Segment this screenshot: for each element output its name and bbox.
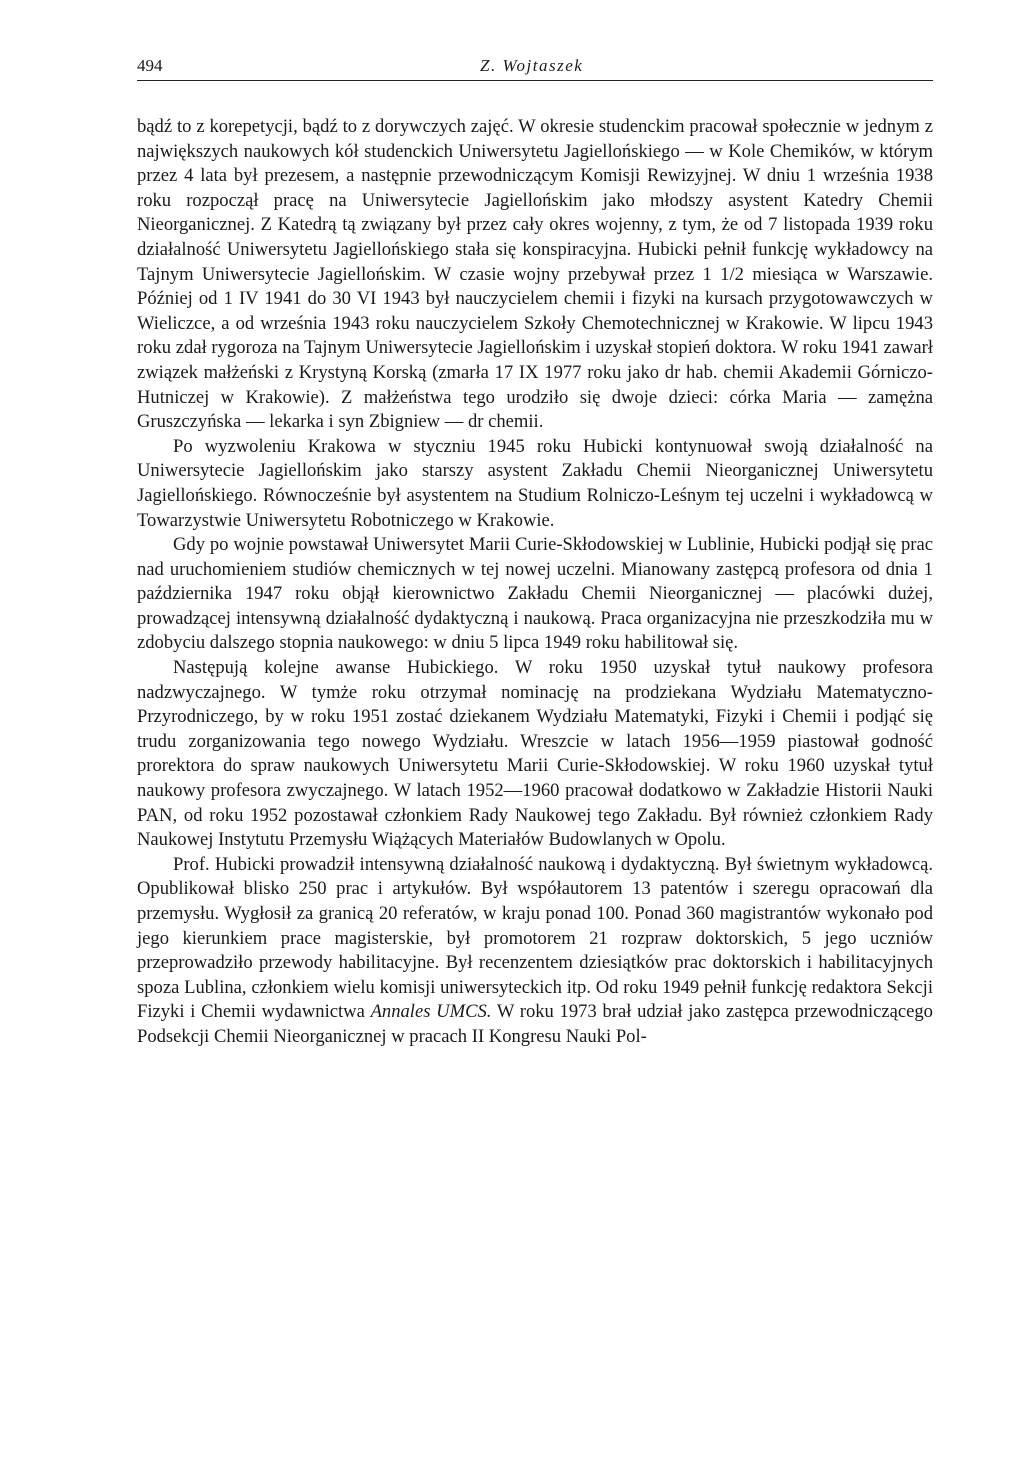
page-number: 494 — [137, 56, 163, 75]
paragraph-2: Po wyzwoleniu Krakowa w styczniu 1945 roku Hubicki kontynuował swoją działalność na Uniwersytecie Jagiellońskim jako starszy asystent Zakładu Chemii Nieorganicznej Uniwersytetu Jagiellońskiego. Równocześnie był asystentem na Studium Rolniczo-Leśnym tej uczelni i wykładowcą w Towarzystwie Uniwersytetu Robotniczego w Krakowie. — [137, 435, 933, 531]
page-header — [137, 56, 933, 86]
body-text — [137, 115, 933, 1050]
paragraph-3: Gdy po wojnie powstawał Uniwersytet Marii Curie-Skłodowskiej w Lublinie, Hubicki podjął się prac nad uruchomieniem studiów chemicznych w tej nowej uczelni. Mianowany zastępcą profesora od dnia 1 października 1947 roku objął kierownictwo Zakładu Chemii Nieorganicznej — placówki dużej, prowadzącej intensywną działalność dydaktyczną i naukową. Praca organizacyjna nie przeszkodziła mu w zdobyciu dalszego stopnia naukowego: w dniu 5 lipca 1949 roku habilitował się. — [137, 534, 933, 654]
paragraph-5-text-start: Prof. Hubicki prowadził intensywną działalność naukową i dydaktyczną. Był świetnym wykładowcą. Opublikował blisko 250 prac i artykułów. Był współautorem 13 patentów i szeregu opracowań dla przemysłu. Wygłosił za granicą 20 referatów, w kraju ponad 100. Ponad 360 magistrantów wykonało pod jego kierunkiem prace magisterskie, był promotorem 21 rozpraw doktorskich, 5 jego uczniów przeprowadziło przewody habilitacyjne. Był recenzentem dziesiątków prac doktorskich i habilitacyjnych spoza Lublina, członkiem wielu komisji uniwersyteckich itp. Od roku 1949 pełnił funkcję redaktora Sekcji Fizyki i Chemii wydawnictwa — [137, 853, 933, 1023]
journal-title: Annales UMCS. — [370, 1001, 492, 1023]
paragraph-1: bądź to z korepetycji, bądź to z dorywczych zajęć. W okresie studenckim pracował społecznie w jednym z największych naukowych kół studenckich Uniwersytetu Jagiellońskiego — w Kole Chemików, w którym przez 4 lata był prezesem, a następnie przewodniczącym Komisji Rewizyjnej. W dniu 1 września 1938 roku rozpoczął pracę na Uniwersytecie Jagiellońskim jako młodszy asystent Katedry Chemii Nieorganicznej. Z Katedrą tą związany był przez cały okres wojenny, z tym, że od 7 listopada 1939 roku działalność Uniwersytetu Jagiellońskiego stała się konspiracyjna. Hubicki pełnił funkcję wykładowcy na Tajnym Uniwersytecie Jagiellońskim. W czasie wojny przebywał przez 1 1/2 miesiąca w Warszawie. Później od 1 IV 1941 do 30 VI 1943 był nauczycielem chemii i fizyki na kursach przygotowawczych w Wieliczce, a od września 1943 roku nauczycielem Szkoły Chemotechnicznej w Krakowie. W lipcu 1943 roku zdał rygoroza na Tajnym Uniwersytecie Jagiellońskim i uzyskał stopień doktora. W roku 1941 zawarł związek małżeński z Krystyną Korską (zmarła 17 IX 1977 roku jako dr hab. chemii Akademii Górniczo-Hutniczej w Krakowie). Z małżeństwa tego urodziło się dwoje dzieci: córka Maria — zamężna Gruszczyńska — lekarka i syn Zbigniew — dr chemii. — [137, 116, 933, 433]
paragraph-4: Następują kolejne awanse Hubickiego. W roku 1950 uzyskał tytuł naukowy profesora nadzwyczajnego. W tymże roku otrzymał nominację na prodziekana Wydziału Matematyczno-Przyrodniczego, by w roku 1951 zostać dziekanem Wydziału Matematyki, Fizyki i Chemii i podjąć się trudu zorganizowania tego nowego Wydziału. Wreszcie w latach 1956—1959 piastował godność prorektora do spraw naukowych Uniwersytetu Marii Curie-Skłodowskiej. W roku 1960 uzyskał tytuł naukowy profesora zwyczajnego. W latach 1952—1960 pracował dodatkowo w Zakładzie Historii Nauki PAN, od roku 1952 pozostawał członkiem Rady Naukowej tego Zakładu. Był również członkiem Rady Naukowej Instytutu Przemysłu Wiążących Materiałów Budowlanych w Opolu. — [137, 657, 933, 851]
paragraph-5-text-end: W roku 1973 brał udział jako zastępca przewodniczącego Podsekcji Chemii Nieorganicznej w pracach II Kongresu Nauki Pol- — [137, 1001, 933, 1047]
paragraph-5 — [137, 853, 933, 1050]
running-head-author: Z. Wojtaszek — [480, 56, 584, 75]
header-rule — [137, 80, 933, 81]
